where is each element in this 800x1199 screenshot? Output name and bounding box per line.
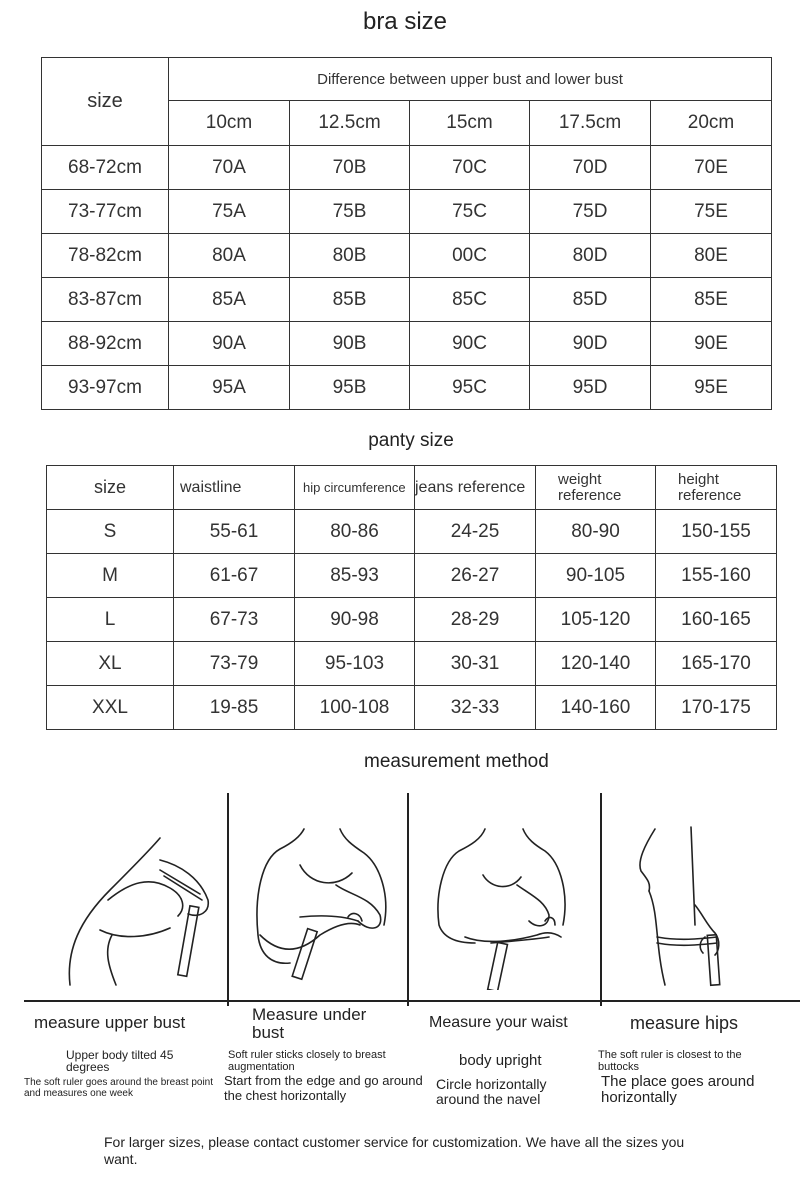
panty-cell: 55-61 (174, 510, 295, 554)
bra-range: 73-77cm (42, 190, 169, 234)
table-row (47, 642, 777, 686)
note-under-bust-1: Soft ruler sticks closely to breast augmentation (228, 1049, 386, 1073)
under-bust-illustration (240, 825, 405, 990)
bra-cell: 90A (169, 322, 290, 366)
bra-cell: 80E (651, 234, 772, 278)
table-row (42, 366, 772, 410)
panty-cell: 170-175 (656, 686, 777, 730)
bra-col-header: 15cm (410, 101, 530, 146)
bra-cell: 75C (410, 190, 530, 234)
bra-cell: 95D (530, 366, 651, 410)
note-under-bust-2: Start from the edge and go around the chest horizontally (224, 1073, 423, 1103)
panel-divider (600, 793, 602, 1006)
bra-cell: 80D (530, 234, 651, 278)
note-waist-2: Circle horizontally around the navel (436, 1076, 547, 1107)
bra-cell: 95E (651, 366, 772, 410)
panty-cell: 160-165 (656, 598, 777, 642)
footer-note: For larger sizes, please contact customer service for customization. We have all the sizes you want. (104, 1134, 685, 1167)
panty-cell: 67-73 (174, 598, 295, 642)
bra-cell: 70D (530, 146, 651, 190)
panty-cell: S (47, 510, 174, 554)
bra-range: 93-97cm (42, 366, 169, 410)
note-waist-1: body upright (459, 1052, 542, 1069)
panty-cell: XXL (47, 686, 174, 730)
panel-divider (407, 793, 409, 1006)
caption-hips: measure hips (630, 1013, 739, 1033)
bra-cell: 90E (651, 322, 772, 366)
panty-cell: M (47, 554, 174, 598)
bra-cell: 75A (169, 190, 290, 234)
bra-cell: 95A (169, 366, 290, 410)
panty-cell: 105-120 (536, 598, 656, 642)
bra-range: 78-82cm (42, 234, 169, 278)
bra-cell: 90D (530, 322, 651, 366)
waist-illustration (425, 825, 590, 990)
bra-diff-header: Difference between upper bust and lower bust (169, 58, 772, 101)
panty-cell: 140-160 (536, 686, 656, 730)
bra-cell: 70E (651, 146, 772, 190)
panty-size-title: panty size (368, 430, 454, 451)
table-row (42, 234, 772, 278)
table-row (42, 322, 772, 366)
note-hips-2: The place goes around horizontally (601, 1073, 755, 1106)
table-row (42, 278, 772, 322)
bra-cell: 75B (290, 190, 410, 234)
bra-cell: 75E (651, 190, 772, 234)
panty-cell: 90-98 (295, 598, 415, 642)
bra-cell: 80A (169, 234, 290, 278)
bra-size-header: size (42, 58, 169, 146)
bra-range: 88-92cm (42, 322, 169, 366)
panty-cell: 32-33 (415, 686, 536, 730)
panty-header-height: height reference (656, 466, 777, 510)
bra-size-table (41, 57, 772, 410)
panty-header-size: size (47, 466, 174, 510)
bra-size-title: bra size (362, 8, 448, 35)
hips-illustration (625, 825, 745, 990)
panty-cell: 95-103 (295, 642, 415, 686)
table-row (47, 686, 777, 730)
bra-cell: 70A (169, 146, 290, 190)
table-row (47, 598, 777, 642)
panty-cell: 28-29 (415, 598, 536, 642)
bra-col-header: 17.5cm (530, 101, 651, 146)
bra-cell: 80B (290, 234, 410, 278)
bra-cell: 90B (290, 322, 410, 366)
note-hips-1: The soft ruler is closest to the buttocks (598, 1049, 742, 1073)
panty-cell: 73-79 (174, 642, 295, 686)
bra-cell: 90C (410, 322, 530, 366)
panty-cell: 85-93 (295, 554, 415, 598)
panty-cell: 155-160 (656, 554, 777, 598)
panty-header-hip: hip circumference (295, 466, 415, 510)
bra-cell: 85D (530, 278, 651, 322)
panty-cell: 100-108 (295, 686, 415, 730)
bra-col-header: 20cm (651, 101, 772, 146)
measurement-method-title: measurement method (364, 751, 549, 772)
panty-header-jeans: jeans reference (415, 466, 536, 510)
bra-col-header: 12.5cm (290, 101, 410, 146)
bra-cell: 75D (530, 190, 651, 234)
note-upper-bust-1: Upper body tilted 45 degrees (66, 1048, 174, 1074)
panty-cell: 120-140 (536, 642, 656, 686)
panty-cell: 19-85 (174, 686, 295, 730)
panty-cell: 165-170 (656, 642, 777, 686)
panty-cell: L (47, 598, 174, 642)
upper-bust-illustration (60, 830, 225, 990)
bra-range: 68-72cm (42, 146, 169, 190)
panty-cell: 90-105 (536, 554, 656, 598)
bra-col-header: 10cm (169, 101, 290, 146)
bra-cell: 00C (410, 234, 530, 278)
panty-cell: 80-86 (295, 510, 415, 554)
bra-cell: 85B (290, 278, 410, 322)
bra-range: 83-87cm (42, 278, 169, 322)
bra-cell: 85A (169, 278, 290, 322)
table-row (47, 554, 777, 598)
caption-upper-bust: measure upper bust (34, 1013, 186, 1032)
bra-cell: 95C (410, 366, 530, 410)
caption-waist: Measure your waist (429, 1014, 568, 1031)
panel-divider (227, 793, 229, 1006)
bra-cell: 95B (290, 366, 410, 410)
panty-header-weight: weight reference (536, 466, 656, 510)
panty-cell: 61-67 (174, 554, 295, 598)
table-row (42, 146, 772, 190)
bra-cell: 70B (290, 146, 410, 190)
bra-cell: 85C (410, 278, 530, 322)
panty-cell: 30-31 (415, 642, 536, 686)
panty-cell: 150-155 (656, 510, 777, 554)
panty-cell: 80-90 (536, 510, 656, 554)
panty-cell: 24-25 (415, 510, 536, 554)
table-row (47, 510, 777, 554)
caption-under-bust: Measure under bust (252, 1005, 367, 1042)
panty-cell: 26-27 (415, 554, 536, 598)
note-upper-bust-2: The soft ruler goes around the breast point and measures one week (24, 1077, 214, 1099)
panty-size-table (46, 465, 777, 730)
panty-cell: XL (47, 642, 174, 686)
bra-cell: 70C (410, 146, 530, 190)
panel-baseline (24, 1000, 800, 1002)
table-row (42, 190, 772, 234)
panty-header-waistline: waistline (174, 466, 295, 510)
bra-cell: 85E (651, 278, 772, 322)
